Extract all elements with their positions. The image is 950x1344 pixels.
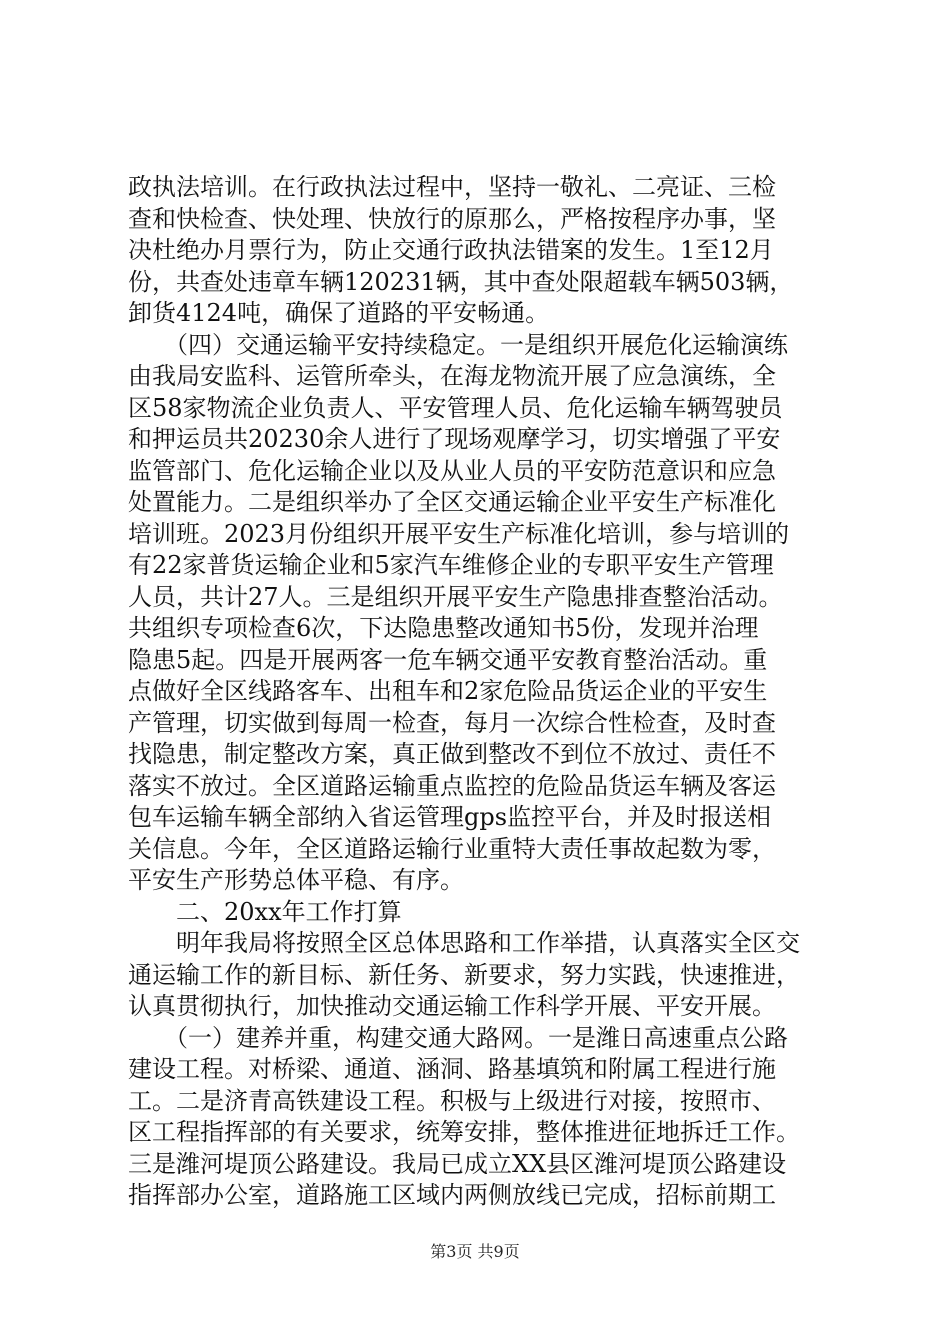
text-line: 包车运输车辆全部纳入省运管理gps监控平台，并及时报送相	[128, 803, 772, 831]
text-line: 产管理，切实做到每周一检查，每月一次综合性检查，及时查	[128, 708, 776, 737]
text-line: 共组织专项检查6次，下达隐患整改通知书5份，发现并治理	[128, 614, 759, 642]
document-body	[128, 172, 828, 1212]
text-line: 二、20xx年工作打算	[128, 897, 402, 926]
text-line: 政执法培训。在行政执法过程中，坚持一敬礼、二亮证、三检	[128, 173, 776, 201]
text-line: 隐患5起。四是开展两客一危车辆交通平安教育整治活动。重	[128, 645, 768, 674]
text-line: 点做好全区线路客车、出租车和2家危险品货运企业的平安生	[128, 677, 768, 705]
text-line: 由我局安监科、运管所牵头，在海龙物流开展了应急演练，全	[128, 362, 776, 390]
text-line: 有22家普货运输企业和5家汽车维修企业的专职平安生产管理	[128, 551, 774, 579]
text-line: 平安生产形势总体平稳、有序。	[128, 866, 464, 894]
page-footer: 第3页 共9页	[430, 1242, 520, 1261]
text-line: 份，共查处违章车辆120231辆，其中查处限超载车辆503辆，	[128, 267, 794, 296]
text-line: 区58家物流企业负责人、平安管理人员、危化运输车辆驾驶员	[128, 393, 783, 422]
text-line: 培训班。2023月份组织开展平安生产标准化培训，参与培训的	[128, 519, 790, 548]
text-line: 卸货4124吨，确保了道路的平安畅通。	[128, 299, 550, 327]
text-line: 和押运员共20230余人进行了现场观摩学习，切实增强了平安	[128, 425, 781, 453]
text-line: 找隐患，制定整改方案，真正做到整改不到位不放过、责任不	[128, 740, 776, 768]
text-line: 监管部门、危化运输企业以及从业人员的平安防范意识和应急	[128, 456, 776, 485]
text-line: 三是潍河堤顶公路建设。我局已成立XX县区潍河堤顶公路建设	[128, 1149, 787, 1178]
text-line: 决杜绝办月票行为，防止交通行政执法错案的发生。1至12月	[128, 236, 774, 264]
text-line: 人员，共计27人。三是组织开展平安生产隐患排查整治活动。	[128, 582, 783, 611]
text-line: 指挥部办公室，道路施工区域内两侧放线已完成，招标前期工	[128, 1181, 776, 1209]
text-line: 处置能力。二是组织举办了全区交通运输企业平安生产标准化	[128, 488, 776, 516]
text-line: 通运输工作的新目标、新任务、新要求，努力实践，快速推进，	[128, 960, 800, 989]
text-line: 认真贯彻执行，加快推动交通运输工作科学开展、平安开展。	[128, 992, 776, 1020]
text-line: （四）交通运输平安持续稳定。一是组织开展危化运输演练	[128, 330, 788, 359]
text-line: 明年我局将按照全区总体思路和工作举措，认真落实全区交	[128, 929, 800, 957]
text-line: 落实不放过。全区道路运输重点监控的危险品货运车辆及客运	[128, 771, 776, 800]
text-line: （一）建养并重，构建交通大路网。一是潍日高速重点公路	[128, 1023, 788, 1052]
text-line: 区工程指挥部的有关要求，统筹安排，整体推进征地拆迁工作。	[128, 1118, 800, 1146]
text-line: 建设工程。对桥梁、通道、涵洞、路基填筑和附属工程进行施	[128, 1055, 776, 1083]
text-line: 工。二是济青高铁建设工程。积极与上级进行对接，按照市、	[128, 1086, 776, 1115]
text-line: 查和快检查、快处理、快放行的原那么，严格按程序办事，坚	[128, 204, 776, 233]
text-line: 关信息。今年，全区道路运输行业重特大责任事故起数为零，	[128, 834, 776, 863]
